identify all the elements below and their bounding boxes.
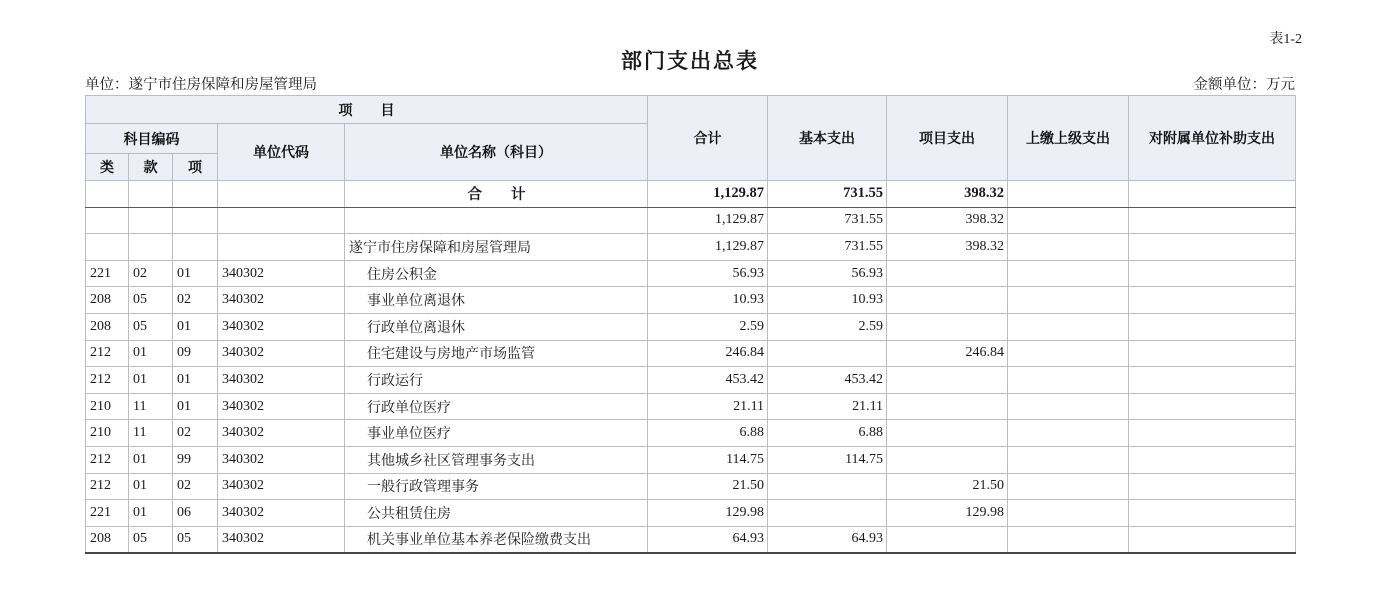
- cell-class: 212: [86, 446, 129, 473]
- cell-section: 01: [129, 340, 173, 367]
- table-row: [86, 181, 1296, 208]
- cell-total: 114.75: [648, 446, 768, 473]
- cell-upper-level-expenditure: [1008, 393, 1129, 420]
- table-row: [86, 287, 1296, 314]
- table-row: [86, 207, 1296, 234]
- cell-unit-code: [218, 181, 345, 208]
- cell-project-expenditure: [887, 393, 1008, 420]
- cell-unit-code: 340302: [218, 393, 345, 420]
- cell-project-expenditure: [887, 287, 1008, 314]
- cell-unit-name: 一般行政管理事务: [345, 473, 648, 500]
- cell-basic-expenditure: 731.55: [768, 181, 887, 208]
- cell-item: 05: [173, 526, 218, 553]
- cell-unit-name: 住宅建设与房地产市场监管: [345, 340, 648, 367]
- cell-upper-level-expenditure: [1008, 446, 1129, 473]
- cell-project-expenditure: 398.32: [887, 234, 1008, 261]
- cell-item: 06: [173, 500, 218, 527]
- cell-unit-code: 340302: [218, 313, 345, 340]
- cell-total: 1,129.87: [648, 181, 768, 208]
- cell-unit-name: 住房公积金: [345, 260, 648, 287]
- cell-project-expenditure: 129.98: [887, 500, 1008, 527]
- cell-affiliate-subsidy: [1129, 260, 1296, 287]
- cell-affiliate-subsidy: [1129, 367, 1296, 394]
- cell-unit-name: 行政单位医疗: [345, 393, 648, 420]
- cell-affiliate-subsidy: [1129, 393, 1296, 420]
- cell-unit-name: 机关事业单位基本养老保险缴费支出: [345, 526, 648, 553]
- cell-upper-level-expenditure: [1008, 313, 1129, 340]
- cell-section: [129, 207, 173, 234]
- cell-total: 64.93: [648, 526, 768, 553]
- header-unit-code: 单位代码: [218, 124, 345, 181]
- cell-unit-name: 行政单位离退休: [345, 313, 648, 340]
- cell-upper-level-expenditure: [1008, 473, 1129, 500]
- table-row: [86, 526, 1296, 553]
- cell-project-expenditure: [887, 367, 1008, 394]
- cell-section: 01: [129, 500, 173, 527]
- cell-project-expenditure: 246.84: [887, 340, 1008, 367]
- cell-class: 208: [86, 287, 129, 314]
- table-row: [86, 420, 1296, 447]
- unit-label: 单位：遂宁市住房保障和房屋管理局: [85, 77, 317, 93]
- cell-unit-code: 340302: [218, 500, 345, 527]
- cell-total: 6.88: [648, 420, 768, 447]
- cell-unit-name: 事业单位医疗: [345, 420, 648, 447]
- cell-upper-level-expenditure: [1008, 500, 1129, 527]
- amount-unit-label: 金额单位：万元: [1193, 77, 1295, 93]
- cell-section: 05: [129, 287, 173, 314]
- header-project-group: 项 目: [86, 96, 648, 124]
- table-row: [86, 313, 1296, 340]
- cell-class: 210: [86, 420, 129, 447]
- cell-total: 1,129.87: [648, 234, 768, 261]
- cell-affiliate-subsidy: [1129, 500, 1296, 527]
- cell-total: 129.98: [648, 500, 768, 527]
- cell-basic-expenditure: 453.42: [768, 367, 887, 394]
- cell-upper-level-expenditure: [1008, 340, 1129, 367]
- cell-upper-level-expenditure: [1008, 287, 1129, 314]
- cell-basic-expenditure: 56.93: [768, 260, 887, 287]
- cell-upper-level-expenditure: [1008, 260, 1129, 287]
- cell-section: 01: [129, 473, 173, 500]
- cell-section: [129, 181, 173, 208]
- cell-section: 11: [129, 420, 173, 447]
- header-upper-level-expenditure: 上缴上级支出: [1008, 96, 1129, 181]
- cell-basic-expenditure: [768, 340, 887, 367]
- cell-unit-code: 340302: [218, 420, 345, 447]
- cell-class: 212: [86, 473, 129, 500]
- cell-item: 01: [173, 367, 218, 394]
- cell-class: 221: [86, 260, 129, 287]
- cell-unit-name: [345, 207, 648, 234]
- cell-unit-code: [218, 207, 345, 234]
- cell-unit-name: 公共租赁住房: [345, 500, 648, 527]
- cell-affiliate-subsidy: [1129, 473, 1296, 500]
- cell-item: 02: [173, 420, 218, 447]
- table-row: [86, 260, 1296, 287]
- cell-affiliate-subsidy: [1129, 526, 1296, 553]
- cell-total: 10.93: [648, 287, 768, 314]
- cell-basic-expenditure: 2.59: [768, 313, 887, 340]
- cell-basic-expenditure: [768, 500, 887, 527]
- header-project-expenditure: 项目支出: [887, 96, 1008, 181]
- cell-section: 01: [129, 446, 173, 473]
- cell-class: [86, 234, 129, 261]
- cell-basic-expenditure: 21.11: [768, 393, 887, 420]
- header-item: 项: [173, 154, 218, 181]
- header-subject-code: 科目编码: [86, 124, 218, 154]
- cell-project-expenditure: [887, 526, 1008, 553]
- cell-total: 21.11: [648, 393, 768, 420]
- cell-total: 56.93: [648, 260, 768, 287]
- cell-class: 221: [86, 500, 129, 527]
- subtitle-row: [85, 73, 1295, 94]
- cell-total: 246.84: [648, 340, 768, 367]
- cell-affiliate-subsidy: [1129, 340, 1296, 367]
- cell-basic-expenditure: 731.55: [768, 207, 887, 234]
- cell-unit-code: 340302: [218, 260, 345, 287]
- cell-class: 212: [86, 367, 129, 394]
- table-row: [86, 340, 1296, 367]
- cell-class: 208: [86, 526, 129, 553]
- cell-project-expenditure: 398.32: [887, 207, 1008, 234]
- cell-unit-code: [218, 234, 345, 261]
- cell-section: 01: [129, 367, 173, 394]
- cell-item: [173, 207, 218, 234]
- cell-section: [129, 234, 173, 261]
- cell-class: 212: [86, 340, 129, 367]
- cell-affiliate-subsidy: [1129, 287, 1296, 314]
- cell-unit-code: 340302: [218, 367, 345, 394]
- cell-unit-name: 事业单位离退休: [345, 287, 648, 314]
- cell-project-expenditure: 21.50: [887, 473, 1008, 500]
- cell-upper-level-expenditure: [1008, 367, 1129, 394]
- cell-affiliate-subsidy: [1129, 207, 1296, 234]
- cell-project-expenditure: [887, 313, 1008, 340]
- page-title: 部门支出总表: [621, 50, 759, 73]
- cell-basic-expenditure: 114.75: [768, 446, 887, 473]
- cell-item: 02: [173, 473, 218, 500]
- cell-total: 1,129.87: [648, 207, 768, 234]
- cell-item: 09: [173, 340, 218, 367]
- cell-project-expenditure: [887, 420, 1008, 447]
- cell-unit-code: 340302: [218, 446, 345, 473]
- cell-item: 02: [173, 287, 218, 314]
- cell-basic-expenditure: 731.55: [768, 234, 887, 261]
- cell-class: [86, 207, 129, 234]
- header-total: 合计: [648, 96, 768, 181]
- cell-item: 01: [173, 313, 218, 340]
- cell-unit-name: 行政运行: [345, 367, 648, 394]
- cell-upper-level-expenditure: [1008, 207, 1129, 234]
- cell-item: [173, 234, 218, 261]
- cell-project-expenditure: 398.32: [887, 181, 1008, 208]
- cell-affiliate-subsidy: [1129, 234, 1296, 261]
- cell-affiliate-subsidy: [1129, 446, 1296, 473]
- cell-upper-level-expenditure: [1008, 181, 1129, 208]
- cell-basic-expenditure: 64.93: [768, 526, 887, 553]
- table-tag: 表1-2: [1269, 32, 1302, 47]
- cell-upper-level-expenditure: [1008, 420, 1129, 447]
- cell-total: 2.59: [648, 313, 768, 340]
- cell-total: 453.42: [648, 367, 768, 394]
- cell-unit-code: 340302: [218, 340, 345, 367]
- header-unit-name: 单位名称（科目）: [345, 124, 648, 181]
- table-row: [86, 234, 1296, 261]
- cell-item: 01: [173, 260, 218, 287]
- cell-total: 21.50: [648, 473, 768, 500]
- header-section: 款: [129, 154, 173, 181]
- cell-upper-level-expenditure: [1008, 526, 1129, 553]
- cell-basic-expenditure: 6.88: [768, 420, 887, 447]
- cell-unit-code: 340302: [218, 473, 345, 500]
- table-row: [86, 393, 1296, 420]
- table-row: [86, 446, 1296, 473]
- cell-unit-name: 遂宁市住房保障和房屋管理局: [345, 234, 648, 261]
- cell-affiliate-subsidy: [1129, 420, 1296, 447]
- cell-class: 210: [86, 393, 129, 420]
- cell-item: [173, 181, 218, 208]
- cell-project-expenditure: [887, 260, 1008, 287]
- cell-item: 99: [173, 446, 218, 473]
- table-row: [86, 367, 1296, 394]
- cell-upper-level-expenditure: [1008, 234, 1129, 261]
- cell-unit-code: 340302: [218, 526, 345, 553]
- expenditure-table: [85, 95, 1296, 554]
- cell-item: 01: [173, 393, 218, 420]
- cell-basic-expenditure: 10.93: [768, 287, 887, 314]
- cell-basic-expenditure: [768, 473, 887, 500]
- cell-unit-name: 合 计: [345, 181, 648, 208]
- cell-unit-name: 其他城乡社区管理事务支出: [345, 446, 648, 473]
- cell-affiliate-subsidy: [1129, 181, 1296, 208]
- cell-section: 02: [129, 260, 173, 287]
- table-row: [86, 473, 1296, 500]
- cell-class: [86, 181, 129, 208]
- cell-class: 208: [86, 313, 129, 340]
- cell-project-expenditure: [887, 446, 1008, 473]
- header-affiliate-subsidy-expenditure: 对附属单位补助支出: [1129, 96, 1296, 181]
- header-class: 类: [86, 154, 129, 181]
- cell-section: 05: [129, 526, 173, 553]
- cell-unit-code: 340302: [218, 287, 345, 314]
- header-basic-expenditure: 基本支出: [768, 96, 887, 181]
- cell-section: 11: [129, 393, 173, 420]
- table-row: [86, 500, 1296, 527]
- cell-affiliate-subsidy: [1129, 313, 1296, 340]
- cell-section: 05: [129, 313, 173, 340]
